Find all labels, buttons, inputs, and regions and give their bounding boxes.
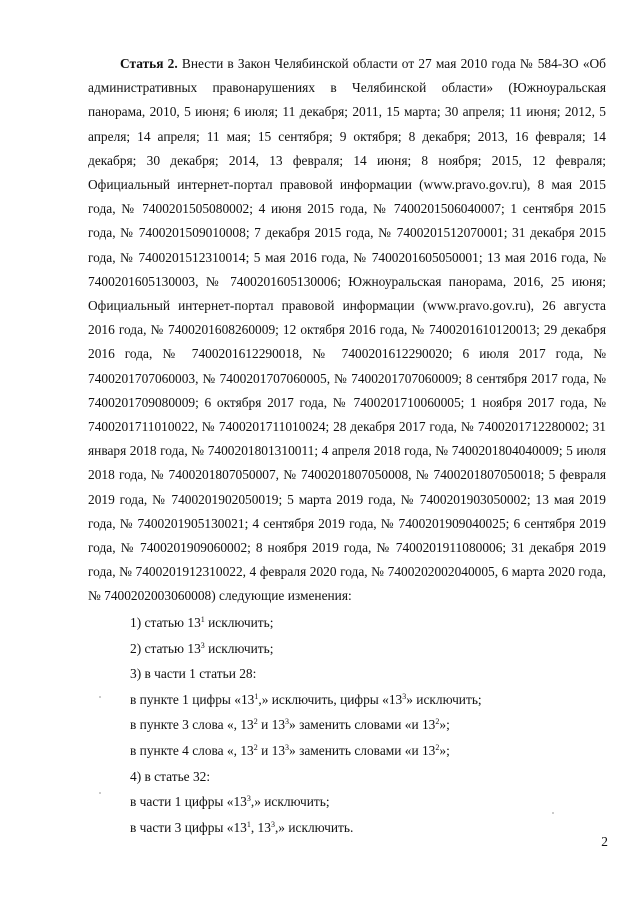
changes-list — [88, 610, 606, 840]
superscript: 3 — [402, 691, 407, 701]
change-item — [88, 712, 606, 738]
change-text: исключить; — [204, 615, 274, 630]
change-item — [88, 789, 606, 815]
change-text: исключить; — [204, 640, 274, 656]
change-item — [88, 815, 606, 841]
change-text: , 13 — [250, 819, 271, 835]
superscript: 3 — [200, 640, 205, 650]
superscript: 2 — [435, 742, 440, 752]
change-item — [88, 661, 606, 687]
change-text: в пункте 4 слова «, 13 — [130, 742, 254, 758]
change-text: ,» исключить. — [274, 819, 354, 835]
change-text: » исключить; — [406, 691, 482, 707]
change-item — [88, 687, 606, 713]
article-heading: Статья 2. — [120, 56, 178, 71]
change-text: 4) в статье 32: — [130, 768, 211, 784]
change-text: 3) в части 1 статьи 28: — [130, 666, 257, 682]
change-text: ,» исключить; — [250, 794, 330, 810]
change-text: »; — [439, 717, 450, 733]
scan-speck — [552, 812, 554, 814]
superscript: 1 — [200, 615, 205, 624]
change-text: в пункте 3 слова «, 13 — [130, 717, 254, 733]
change-text: и 13 — [257, 717, 286, 733]
change-text: в пункте 1 цифры «13 — [130, 691, 255, 707]
superscript: 1 — [246, 819, 251, 829]
superscript: 3 — [285, 742, 290, 752]
change-text: ,» исключить, цифры «13 — [258, 691, 403, 707]
change-text: и 13 — [257, 742, 286, 758]
scan-speck — [99, 792, 101, 794]
article-body: Внести в Закон Челябинской области от 27 мая 2010 года № 584-ЗО «Об административных правонарушениях в Челябинской области» (Южноуральская панорама, 2010, 5 июня; 6 июля; 11 декабря; 2011, 15 марта; 30 апреля; 11 июня; 2012, 5 апреля; 14 апреля; 11 мая; 15 сентября; 9 октября; 8 декабря; 2013, 16 февраля; 14 декабря; 30 декабря; 2014, 13 февраля; 14 июня; 8 ноября; 2015, 12 февраля; Официальный интернет-портал правовой информации (www.pravo.gov.ru), 8 мая 2015 года, № 7400201505080002; 4 июня 2015 года, № 7400201506040007; 1 сентября 2015 года, № 7400201509010008; 7 декабря 2015 года, № 7400201512070001; 31 декабря 2015 года, № 7400201512310014; 5 мая 2016 года, № 7400201605050001; 13 мая 2016 года, № 7400201605130003, № 7400201605130006; Южноуральская панорама, 2016, 25 июня; Официальный интернет-портал правовой информации (www.pravo.gov.ru), 26 августа 2016 года, № 7400201608260009; 12 октября 2016 года, № 7400201610120013; 29 декабря 2016 года, № 7400201612290018, № 7400201612290020; 6 июля 2017 года, № 7400201707060003, № 7400201707060005, № 7400201707060009; 8 сентября 2017 года, № 7400201709080009; 6 октября 2017 года, № 7400201710060005; 1 ноября 2017 года, № 7400201711010022, № 7400201711010024; 28 декабря 2017 года, № 7400201712280002; 31 января 2018 года, № 7400201801310011; 4 апреля 2018 года, № 7400201804040009; 5 июля 2018 года, № 7400201807050007, № 7400201807050008, № 7400201807050018; 5 февраля 2019 года, № 7400201902050019; 5 марта 2019 года, № 7400201903050002; 13 мая 2019 года, № 7400201905130021; 4 сентября 2019 года, № 7400201909040025; 6 сентября 2019 года, № 7400201909060002; 8 ноября 2019 года, № 7400201911080006; 31 декабря 2019 года, № 7400201912310022, 4 февраля 2020 года, № 7400202002040005, 6 марта 2020 года, № 7400202003060008) следующие изменения: — [88, 56, 606, 604]
article-paragraph — [88, 52, 606, 609]
change-text: 1) статью 13 — [130, 615, 201, 630]
change-text: » заменить словами «и 13 — [289, 717, 436, 733]
change-text: в части 3 цифры «13 — [130, 819, 247, 835]
change-item — [88, 738, 606, 764]
change-text: 2) статью 13 — [130, 640, 201, 656]
superscript: 2 — [253, 742, 258, 752]
superscript: 1 — [254, 691, 259, 701]
change-text: » заменить словами «и 13 — [289, 742, 436, 758]
change-item — [88, 636, 606, 662]
scan-speck — [99, 696, 101, 698]
superscript: 2 — [435, 717, 440, 727]
change-item — [88, 764, 606, 790]
change-text: в части 1 цифры «13 — [130, 794, 247, 810]
change-item — [88, 610, 606, 636]
page-number: 2 — [601, 834, 608, 849]
superscript: 2 — [253, 717, 258, 727]
superscript: 3 — [246, 794, 251, 804]
change-text: »; — [439, 742, 450, 758]
superscript: 3 — [270, 819, 275, 829]
superscript: 3 — [285, 717, 290, 727]
